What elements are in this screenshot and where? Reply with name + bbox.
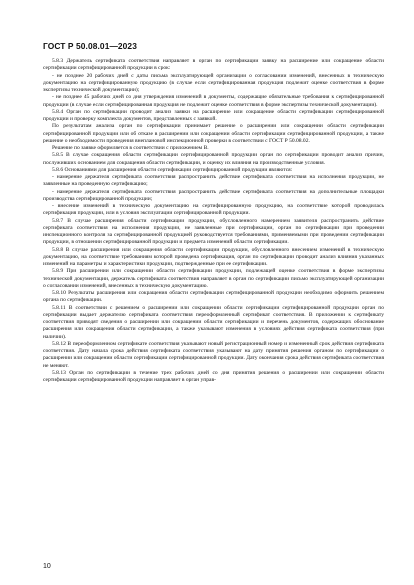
list-item-versions: - намерение держателя сертификата соответствия распространить действие сертификата соответствия на исполнения продукции, не заявленные на проведенную сертификацию; [43, 174, 384, 188]
list-item-45-days: - не позднее 45 рабочих дней со дня утверждения изменений в документы, содержащие обязательные требования к сертифицированной продукции (в случае если сертифицированная продукция не подлежит оценке соответствия в форме экспертизы технической документации). [43, 94, 384, 108]
paragraph-5-8-5: 5.8.5 В случае сокращения области сертификации сертифицированной продукции орган по сертификации проводит анализ причин, послуживших основанием для сокращения области сертификации, и оценку их влияния на производственные условия. [43, 152, 384, 166]
paragraph-5-8-3: 5.8.3 Держатель сертификата соответствия направляет в орган по сертификации заявку на расширение или сокращение области сертификации сертифицированной продукции в срок: [43, 58, 384, 72]
document-body [43, 58, 384, 384]
paragraph-5-8-11: 5.8.11 В соответствии с решением о расширении или сокращении области сертификации сертифицированной продукции орган по сертификации выдает держателю сертификата соответствия переоформленный сертификат соответствия. В приложении к сертификату соответствия приводят сведения о расширении или сокращении области сертификации и перечень документов, содержащих обоснование расширения или сокращения области сертификации, а также указывают изменения в условиях действия сертификата соответствия (при наличии). [43, 304, 384, 340]
paragraph-5-8-9: 5.8.9 При расширении или сокращении области сертификации продукции, подлежащей оценке соответствия в форме экспертизы технической документации, держатель сертификата соответствия направляет в орган по сертификации письмо эксплуатирующей организации о согласовании изменений, внесенных в техническую документацию. [43, 268, 384, 289]
paragraph-5-8-4: 5.8.4 Орган по сертификации проводит анализ заявки на расширение или сокращение области сертификации сертифицированной продукции и проверку комплекта документов, представленных с заявкой. [43, 108, 384, 122]
paragraph-decision-annex: Решение по заявке оформляется в соответствии с приложением В. [52, 145, 209, 151]
list-item-sites: - намерение держателя сертификата соответствия распространить действие сертификата соответствия на дополнительные площадки производства сертифицированной продукции; [43, 188, 384, 202]
paragraph-5-8-6: 5.8.6 Основаниями для расширения области сертификации сертифицированной продукции являются: [52, 166, 293, 173]
paragraph-5-8-12: 5.8.12 В переоформленном сертификате соответствия указывают новый регистрационный номер и измененный срок действия сертификата соответствия. Дату начала срока действия сертификата соответствия указывают на дату принятия решения органом по сертификации о расширении или сокращении области сертификации сертифицированной продукции. Дату окончания срока действия сертификата соответствия не меняют. [43, 340, 384, 369]
paragraph-5-8-13: 5.8.13 Орган по сертификации в течение трех рабочих дней со дня принятия решения о расширении или сокращении области сертификации сертифицированной продукции направляет в орган управ- [43, 369, 384, 383]
paragraph-5-8-10: 5.8.10 Результаты расширения или сокращения области сертификации сертифицированной продукции необходимо оформить решением органа по сертификации. [43, 290, 384, 304]
paragraph-5-8-7: 5.8.7 В случае расширения области сертификации продукции, обусловленного намерением заявителя распространить действие сертификата соответствия на исполнения продукции, не заявленные при сертификации, орган по сертификации при проведении инспекционного контроля за сертифицированной продукцией руководствуется требованиями, применяемыми при проведении сертификации продукции, в отношении сертифицированной продукции и предмета изменений области сертификации. [43, 217, 384, 246]
page-number: 10 [43, 563, 51, 570]
paragraph-5-8-8: 5.8.8 В случае расширения или сокращения области сертификации продукции, обусловленного внесением изменений в техническую документацию, на соответствие требованиям которой проведена сертификация, орган по сертификации проводит анализ влияния указанных изменений на параметры и характеристики продукции, подтвержденные при ее сертификации. [43, 246, 384, 267]
list-item-20-days: - не позднее 20 рабочих дней с даты письма эксплуатирующей организации о согласовании изменений, внесенных в техническую документацию на сертифицированную продукцию (в случае если сертифицированная продукция подлежит оценке соответствия в форме экспертизы технической документации); [43, 72, 384, 93]
paragraph-analysis-results: По результатам анализа орган по сертификации принимает решение о расширении или сокращении области сертификации сертифицированной продукции или об отказе в расширении или сокращении области сертификации сертифицированной продукции, а также решение о необходимости проведения внеплановой инспекционной проверки в соответствии с ГОСТ Р 50.08.02. [43, 123, 384, 144]
list-item-doc-changes: - внесение изменений в техническую документацию на сертифицированную продукцию, на соответствие которой проводилась сертификация продукции, или в условия эксплуатации сертифицированной продукции. [43, 203, 384, 217]
standard-header: ГОСТ Р 50.08.01—2023 [43, 41, 137, 51]
